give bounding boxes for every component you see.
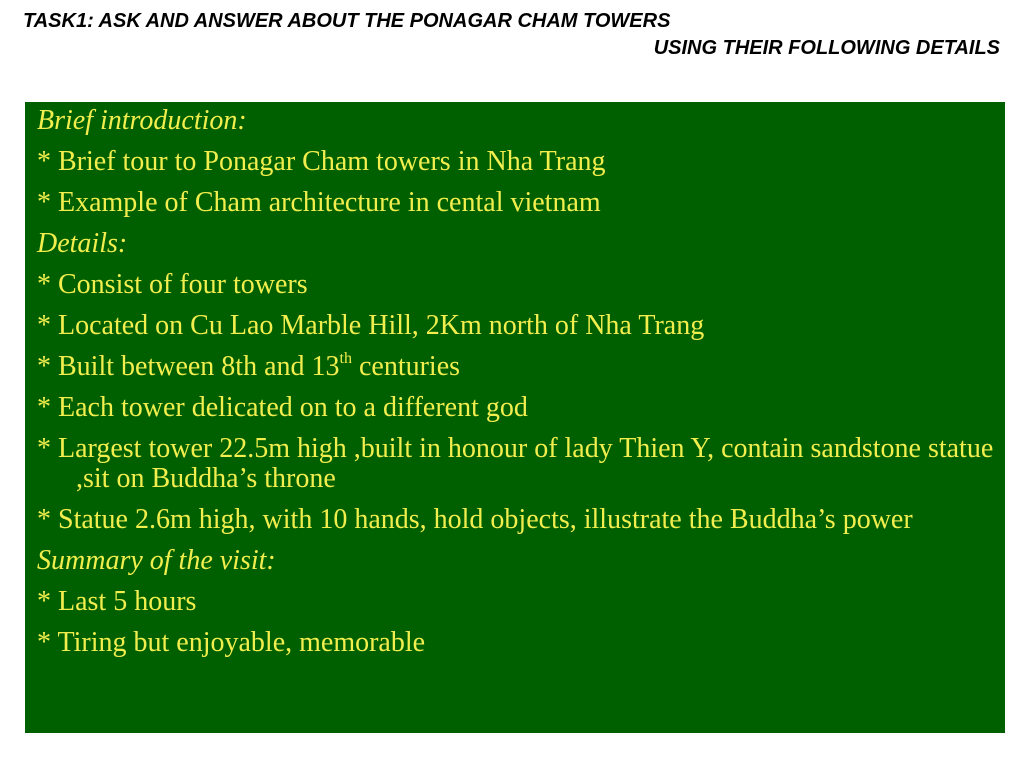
intro-heading: Brief introduction:: [37, 105, 247, 136]
detail-item-6: * Statue 2.6m high, with 10 hands, hold objects, illustrate the Buddha’s power: [37, 504, 913, 535]
detail-item-3: [37, 352, 995, 382]
slide-title: [10, 8, 1000, 62]
content-panel: [25, 102, 1005, 733]
intro-item-2: * Example of Cham architecture in cental vietnam: [37, 187, 601, 218]
detail-item-5: * Largest tower 22.5m high ,built in honour of lady Thien Y, contain sandstone statue ,sit on Buddha’s throne: [37, 433, 994, 494]
title-line-2: USING THEIR FOLLOWING DETAILS: [653, 37, 1000, 59]
summary-item-2: * Tiring but enjoyable, memorable: [37, 627, 426, 658]
detail-item-1: * Consist of four towers: [37, 269, 308, 300]
content-text-block: [37, 106, 995, 669]
detail-item-2: * Located on Cu Lao Marble Hill, 2Km north of Nha Trang: [37, 310, 705, 341]
detail-item-3-suffix: centuries: [351, 351, 461, 382]
detail-item-4: * Each tower delicated on to a different god: [37, 392, 528, 423]
details-heading: Details:: [37, 228, 128, 259]
intro-item-1: * Brief tour to Ponagar Cham towers in Nha Trang: [37, 146, 606, 177]
summary-item-1: * Last 5 hours: [37, 586, 197, 617]
detail-item-3-prefix: * Built between 8th and 13: [37, 351, 340, 382]
summary-heading: Summary of the visit:: [37, 545, 276, 576]
title-line-1: TASK1: ASK AND ANSWER ABOUT THE PONAGAR CHAM TOWERS: [23, 10, 671, 32]
detail-item-3-superscript: th: [339, 350, 352, 367]
